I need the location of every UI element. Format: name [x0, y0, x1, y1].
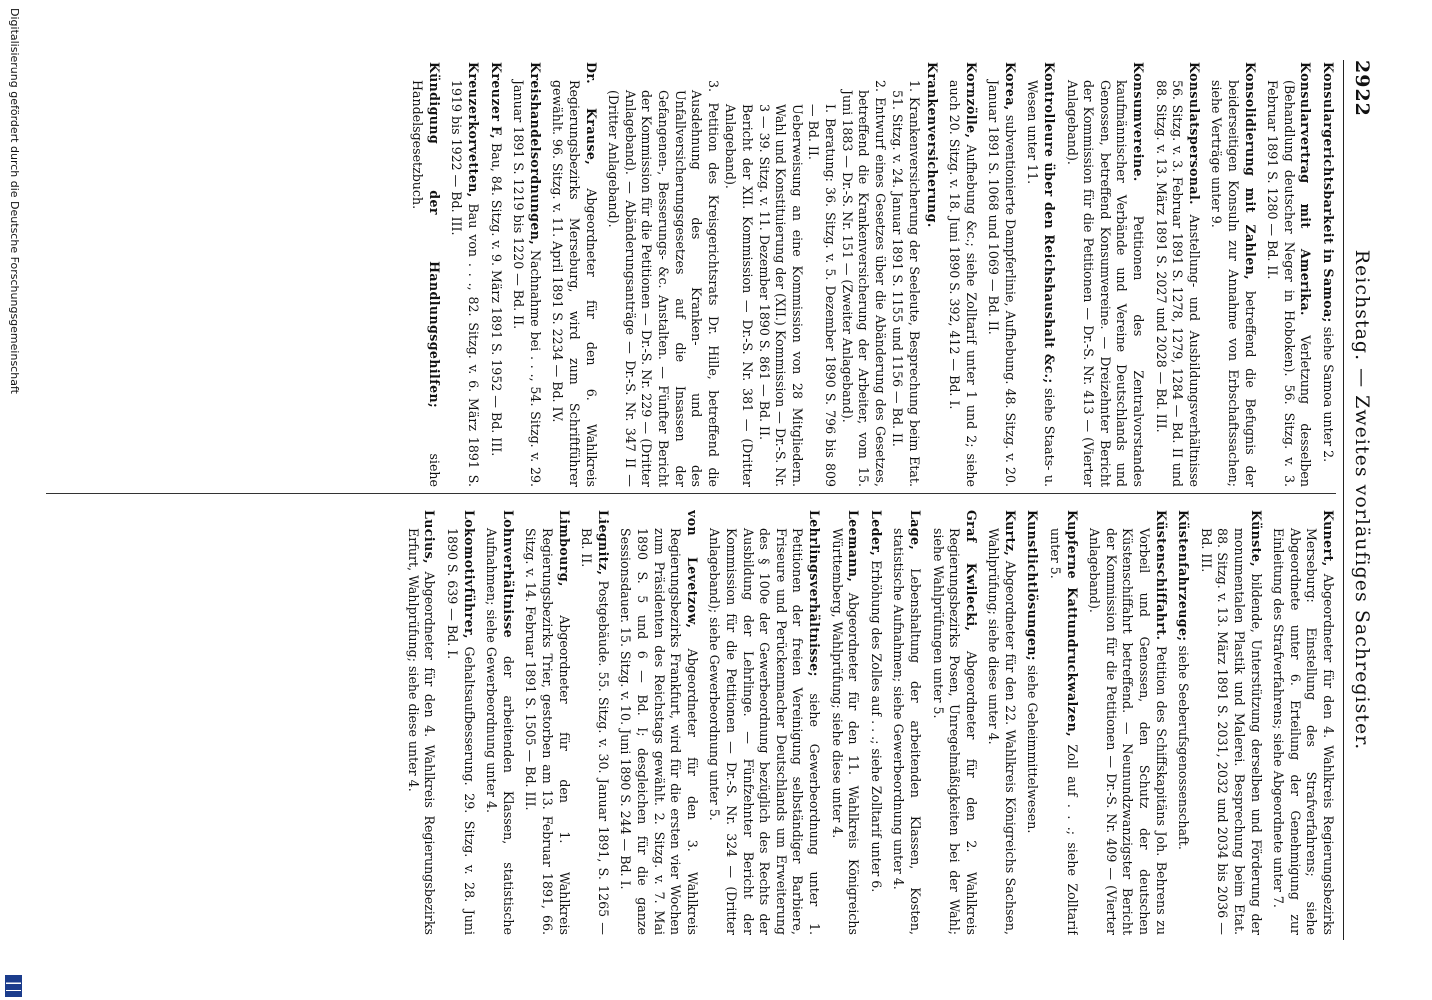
index-entry [617, 510, 700, 935]
entry-text: Gehaltsaufbesserung. 29. Sitzg. v. 28. Juni 1890 S. 639 — Bd. I. [445, 528, 477, 935]
dfg-logo-icon [5, 975, 22, 997]
index-entry [890, 510, 923, 935]
index-entry [409, 62, 442, 487]
entry-text: Lebenshaltung der arbeitenden Klassen, Kosten, statistische Aufnahmen; siehe Gewerbeordnung unter 4. [891, 528, 923, 935]
index-entry [1086, 510, 1169, 935]
entry-subitem: Ueberweisung an eine Kommission von 28 Mitgliedern. Wahl und Konstituierung der (XII.) Kommission — Dr.-S. Nr. 3 — 39. Sitzg. v. 11. Dezember 1890 S. 861 — Bd. II. [756, 104, 805, 487]
entry-keyword: Kurtz, [1002, 510, 1018, 557]
entry-keyword: von Levetzow, [684, 510, 700, 629]
entry-text: Bau von . . ., 82. Sitzg. v. 6. März 1891 S. 1919 bis 1922 — Bd. III. [449, 80, 482, 487]
index-entry [946, 62, 979, 487]
entry-text: Abgeordneter für den 3. Wahlkreis Regierungsbezirks Frankfurt, wird für die ersten vier Wochen zum Präsidenten des Reichstags gewählt. 2. Sitzg. v. 7. Mai 1890 S. 5 und 6 — Bd. I; desgleichen für die ganze Sessionsdauer. 15. Sitzg. v. 10. Juni 1890 S. 244 — Bd. I. [618, 528, 700, 935]
index-entry [1208, 62, 1258, 487]
left-column [46, 62, 1336, 487]
index-entry [1063, 62, 1146, 487]
index-entry [1024, 510, 1041, 935]
entry-keyword: Kunert, [1321, 510, 1336, 567]
entry-text: Petition des Schiffskapitäns Joh. Behrens zu Vorbeil und Genossen, den Schutz der deutschen Küstenschiffahrt betreffend. — Neunundzwanzigster Bericht der Kommission für die Petitionen — Dr.-S. Nr. 409 — (Vierter Anlageband). [1087, 528, 1169, 935]
entry-keyword: Krankenversicherung. [924, 62, 940, 228]
entry-keyword: Konsolidierung mit Zahlen, [1242, 62, 1258, 281]
index-entry [1319, 62, 1336, 487]
index-entry [404, 510, 437, 935]
header-rule [1343, 60, 1344, 940]
entry-subitem: 2. Entwurf eines Gesetzes über die Abänderung des Gesetzes, betreffend die Krankenversicherung der Arbeiter, vom 15. Juni 1883 — Dr.-S. Nr. 151 — (Zweiter Anlageband). [839, 80, 888, 487]
entry-keyword: Kündigung der Handlungsgehilfen; [426, 62, 442, 409]
entry-keyword: Lage, [907, 510, 923, 551]
entry-text: Postgebäude. 55. Sitzg. v. 30. Januar 1891, S. 1265 — Bd. II. [579, 528, 611, 935]
entry-text: Anstellung- und Ausbildungsverhältnisse 56. Sitzg. v. 3. Februar 1891 S. 1278, 1279, 1284 — Bd. II und 88. Sitzg. v. 13. März 1891 S. 2027 und 2028 — Bd. III. [1153, 80, 1202, 487]
index-entry [510, 62, 543, 487]
entry-text: siehe Geheimmittelwesen. [1025, 664, 1041, 834]
entry-keyword: Lucius, [422, 510, 438, 564]
index-entry [1264, 62, 1314, 487]
entry-text: Abgeordneter für den 22. Wahlkreis Königreichs Sachsen, Wahlprüfung; siehe diese unter 4. [986, 528, 1018, 935]
entry-text: Zoll auf . . .; siehe Zolltarif unter 5. [1048, 528, 1080, 935]
entry-text: Verletzung desselben (Behandlung deutscher Neger in Hoboken). 56. Sitzg. v. 3. Februar 1891 S. 1280 — Bd. II. [1265, 80, 1314, 487]
entry-text: bildende, Unterstützung derselben und Förderung der monumentalen Plastik und Malerei. Besprechung beim Etat. 88. Sitzg. v. 13. März 1891 S. 2031, 2032 und 2034 bis 2036 — Bd. III. [1198, 528, 1264, 935]
entry-text: Aufhebung &c.; siehe Zolltarif unter 1 und 2; siehe auch 20. Sitzg. v. 18. Juni 1890 S. 392, 412 — Bd. I. [947, 80, 979, 487]
entry-keyword: Kunstlichtlösungen; [1025, 510, 1041, 661]
entry-keyword: Kornzölle, [963, 62, 979, 139]
footer-credit: Digitalisierung gefördert durch die Deutsche Forschungsgemeinschaft [8, 8, 21, 394]
entry-keyword: Lokomotivführer, [461, 510, 477, 639]
page-header [1347, 60, 1377, 940]
entry-text: Bau, 84. Sitzg. v. 9. März 1891 S. 1952 — Bd. III. [488, 143, 504, 457]
index-entry [828, 510, 861, 935]
index-entry [1047, 510, 1080, 935]
entry-keyword: Graf Kwilecki, [963, 510, 979, 632]
index-entry [487, 62, 504, 487]
index-entry [549, 62, 599, 487]
entry-text: siehe Gewerbeordnung unter 1. Petitionen der freien Vereinigung selbständiger Barbiere, Friseure und Perückenmacher Deutschlands um Erweiterung des § 100e der Gewerbeordnung bezüglich des Rechts der Ausbildung der Lehrlinge. — Fünfzehnter Bericht der Kommission für die Petitionen — Dr.-S. Nr. 324 — (Dritter Anlageband); siehe Gewerbeordnung unter 5. [707, 528, 822, 935]
entry-subitem: 1. Krankenversicherung der Seeleute, Besprechung beim Etat. 51. Sitzg. v. 24. Januar 1891 S. 1155 und 1156 — Bd. II. [890, 80, 922, 487]
entry-text: siehe Samoa unter 2. [1321, 326, 1336, 463]
entry-text: Petitionen des Zentralvorstandes kaufmännischer Verbände und Vereine Deutschlands und Genossen, betreffend Konsumvereine. — Dreizehnter Bericht der Kommission für die Petitionen — Dr.-S. Nr. 413 — (Vierter Anlageband). [1064, 80, 1147, 487]
index-entry [444, 510, 477, 935]
entry-text: siehe Handelsgesetzbuch. [410, 80, 442, 487]
entry-text: subventionierte Dampferlinie, Aufhebung. 48. Sitzg. v. 20. Januar 1891 S. 1068 und 1069 — Bd. II. [986, 80, 1018, 487]
entry-keyword: Lehrlingsverhältnisse; [806, 510, 822, 677]
page-footer [3, 0, 25, 1000]
entry-keyword: Konsularvertrag mit Amerika. [1298, 62, 1314, 316]
entry-keyword: Kreishandelsordnungen, [527, 62, 543, 246]
index-entry [448, 62, 481, 487]
index-entry [1024, 62, 1057, 487]
entry-text: Abgeordneter für den 6. Wahlkreis Regierungsbezirks Merseburg, wird zum Schriftführer gewählt. 96. Sitzg. v. 11. April 1891 S. 2234 — Bd. IV. [550, 80, 599, 487]
index-entry [578, 510, 611, 935]
index-entry [1197, 510, 1263, 935]
entry-text: Abgeordneter für den 2. Wahlkreis Regierungsbezirks Posen, Unregelmäßigkeiten bei der Wahl; siehe Wahlprüfungen unter 5. [930, 528, 979, 935]
entry-keyword: Kupferne Kattundruckwalzen, [1064, 510, 1080, 737]
entry-keyword: Künste, [1248, 510, 1264, 568]
entry-text: siehe Seeberufsgenossenschaft. [1176, 645, 1192, 850]
entry-text: betreffend die Befugnis der beiderseitigen Konsuln zur Annahme von Erbschaftssachen; siehe Verträge unter 9. [1209, 80, 1258, 487]
entry-keyword: Leemann, [846, 510, 862, 583]
entry-subitem: Bericht der XII. Kommission — Dr.-S. Nr. 381 — (Dritter Anlageband). [723, 104, 755, 487]
entry-keyword: Kreuzerkorvetten, [466, 62, 482, 198]
entry-text: Abgeordneter für den 11. Wahlkreis Königreichs Württemberg, Wahlprüfung; siehe diese unter 4. [829, 528, 862, 935]
right-column [46, 510, 1336, 935]
entry-keyword: Limbourg, [556, 510, 572, 587]
index-entry [1270, 510, 1336, 935]
entry-text: Abgeordneter für den 1. Wahlkreis Regierungsbezirks Trier, gestorben am 13. Februar 1891, 66. Sitzg. v. 14. Februar 1891 S. 1505 — Bd. III. [523, 528, 572, 935]
entry-text: Erhöhung des Zolles auf . . .; siehe Zolltarif unter 6. [868, 560, 884, 893]
entry-keyword: Kontrolleure über den Reichshaushalt &c.; [1042, 62, 1058, 384]
index-entry [522, 510, 572, 935]
entry-subitem: 3. Petition des Kreisgerichtsrats Dr. Hille, betreffend die Ausdehnung des Kranken- und des Unfallversicherungsgesetzes auf die Insassen der Gefangenen-, Besserungs- &c. Anstalten. — Fünfter Bericht der Kommission für die Petitionen — Dr.-S. Nr. 229 — (Dritter Anlageband). — Abänderungsanträge — Dr.-S. Nr. 347 II — (Dritter Anlageband). [606, 80, 721, 487]
index-entry [867, 510, 884, 935]
entry-keyword: Küstenschiffahrt. [1153, 510, 1169, 641]
entry-keyword: Konsumvereine. [1131, 62, 1147, 182]
index-entry [706, 510, 822, 935]
index-entry [1175, 510, 1192, 935]
entry-keyword: Korea, [1002, 62, 1018, 111]
entry-text: Abgeordneter für den 4. Wahlkreis Regierungsbezirks Merseburg: Einstellung des Strafverfahrens; siehe Abgeordnete unter 6. Erteilung der Genehmigung zur Einleitung des Strafverfahrens; siehe Abgeordnete unter 7. [1271, 528, 1336, 935]
entry-text: der arbeitenden Klassen, statistische Aufnahmen; siehe Gewerbeordnung unter 4. [484, 528, 516, 935]
entry-keyword: Lohnverhältnisse [500, 510, 516, 638]
index-entry [929, 510, 979, 935]
entry-text: Nachnahme bei . . ., 54. Sitzg. v. 29. Januar 1891 S. 1219 bis 1220 — Bd. II. [511, 80, 543, 487]
running-title: Reichstag. — Zweites vorläufiges Sachregister. [1351, 249, 1373, 751]
entry-text: Abgeordneter für den 4. Wahlkreis Regierungsbezirks Erfurt, Wahlprüfung; siehe diese unter 4. [405, 528, 438, 935]
entry-keyword: Konsulatspersonal. [1186, 62, 1202, 205]
index-entry [605, 62, 940, 487]
column-divider [46, 493, 1336, 494]
entry-keyword: Dr. Krause, [583, 62, 599, 166]
entry-text: siehe Staats- u. Wesen unter 11. [1025, 80, 1058, 487]
index-entry [985, 510, 1018, 935]
entry-keyword: Liegnitz, [595, 510, 611, 576]
entry-keyword: Leder, [868, 510, 884, 557]
entry-keyword: Küstenfahrzeuge; [1176, 510, 1192, 642]
page-number: 2922 [1351, 60, 1373, 117]
index-entry [985, 62, 1018, 487]
index-entry [1152, 62, 1202, 487]
entry-keyword: Kreuzer F, [488, 62, 504, 139]
entry-subitem: I. Beratung: 36. Sitzg. v. 5. Dezember 1890 S. 796 bis 809 — Bd. II. [806, 104, 838, 487]
entry-keyword: Konsulargerichtsbarkeit in Samoa; [1321, 62, 1336, 323]
index-entry [483, 510, 516, 935]
